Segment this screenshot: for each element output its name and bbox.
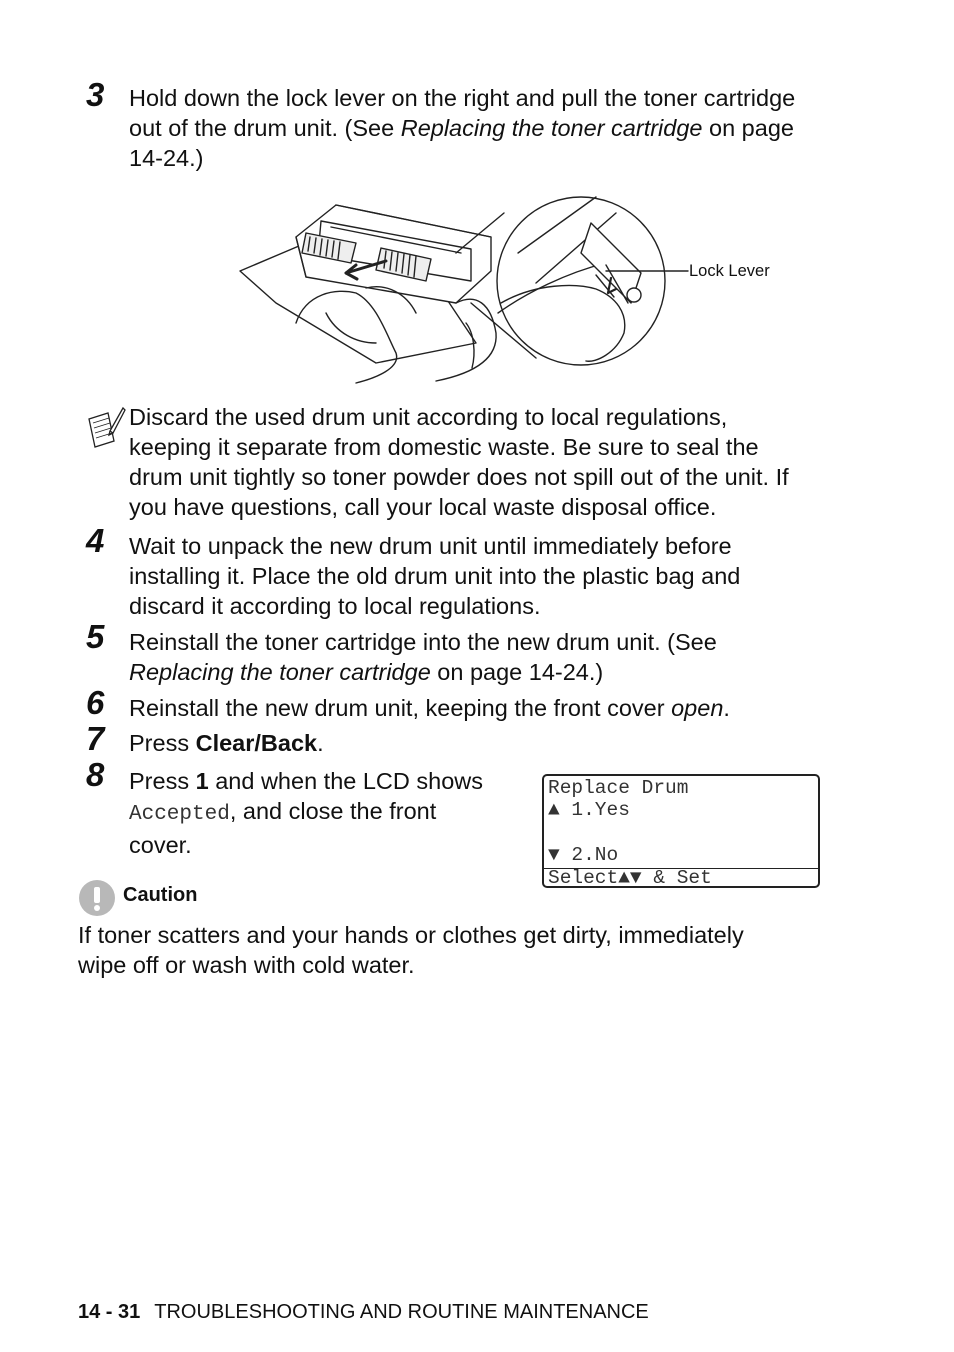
step-3-reference-link: Replacing the toner cartridge <box>400 115 703 141</box>
drum-unit-illustration <box>236 193 796 388</box>
step-7-text <box>129 728 324 758</box>
step-7-number: 7 <box>86 720 105 757</box>
clear-back-key-label: Clear/Back <box>195 730 318 756</box>
step-5-text-b: on page 14-24.) <box>430 659 604 685</box>
lcd-line-2: ▲ 1.Yes <box>548 799 630 821</box>
step-5-line-2 <box>129 657 717 687</box>
step-4-number: 4 <box>86 522 105 559</box>
step-3-text <box>129 83 795 173</box>
step-7-text-end: . <box>317 730 324 756</box>
note-text <box>129 402 789 522</box>
lcd-line-3: ▼ 2.No <box>548 844 619 866</box>
step-8-text-c: , and close the front <box>229 798 437 824</box>
step-6-text-a: Reinstall the new drum unit, keeping the front cover <box>129 695 672 721</box>
step-4-line-1: Wait to unpack the new drum unit until immediately before <box>129 533 732 559</box>
step-3-number: 3 <box>86 76 105 113</box>
note-line-1: Discard the used drum unit according to local regulations, <box>129 404 728 430</box>
step-8-text-b: and when the LCD shows <box>208 768 484 794</box>
note-line-4: you have questions, call your local waste disposal office. <box>129 494 717 520</box>
step-4-text <box>129 531 740 621</box>
lcd-line-4: Select▲▼ & Set <box>548 867 712 888</box>
step-3-line-1: Hold down the lock lever on the right and pull the toner cartridge <box>129 85 796 111</box>
step-4-line-2: installing it. Place the old drum unit into the plastic bag and <box>129 563 741 589</box>
step-4-line-3: discard it according to local regulations. <box>129 593 541 619</box>
step-5-line-1: Reinstall the toner cartridge into the new drum unit. (See <box>129 629 717 655</box>
step-3-line-2 <box>129 113 795 143</box>
key-1-label: 1 <box>195 768 209 794</box>
caution-line-2: wipe off or wash with cold water. <box>78 952 415 978</box>
note-line-3: drum unit tightly so toner powder does not spill out of the unit. If <box>129 464 789 490</box>
lcd-display <box>542 774 820 888</box>
lcd-accepted-text: Accepted <box>129 803 230 826</box>
step-6-emphasis: open <box>671 695 724 721</box>
lcd-line-1: Replace Drum <box>548 777 689 799</box>
step-3-line-3: 14-24.) <box>129 145 204 171</box>
step-5-number: 5 <box>86 618 105 655</box>
step-8-text-d: cover. <box>129 832 192 858</box>
step-6-text-end: . <box>723 695 730 721</box>
caution-text <box>78 920 744 980</box>
step-3-text-b: on page <box>702 115 794 141</box>
note-pencil-icon <box>86 405 126 449</box>
step-5-text <box>129 627 717 687</box>
exclamation-icon <box>79 880 115 916</box>
section-title: TROUBLESHOOTING AND ROUTINE MAINTENANCE <box>154 1301 649 1323</box>
step-8-number: 8 <box>86 756 105 793</box>
step-6-number: 6 <box>86 684 105 721</box>
page-footer <box>78 1301 649 1324</box>
note-line-2: keeping it separate from domestic waste. Be sure to seal the <box>129 434 759 460</box>
caution-line-1: If toner scatters and your hands or clothes get dirty, immediately <box>78 922 744 948</box>
step-8-text <box>129 766 483 860</box>
lock-lever-callout: Lock Lever <box>689 262 770 280</box>
step-5-reference-link: Replacing the toner cartridge <box>129 659 431 685</box>
page-number: 14 - 31 <box>78 1301 141 1323</box>
step-7-text-a: Press <box>129 730 196 756</box>
caution-label: Caution <box>123 884 198 906</box>
step-8-text-a: Press <box>129 768 196 794</box>
step-6-text <box>129 693 730 723</box>
step-3-text-a: out of the drum unit. (See <box>129 115 401 141</box>
